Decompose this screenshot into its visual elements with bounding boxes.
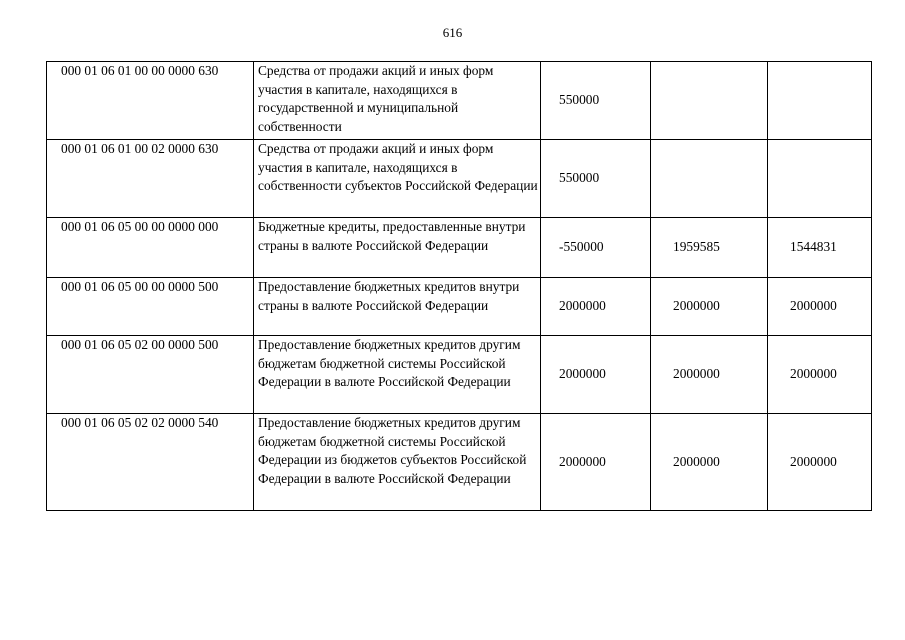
amount-cell: 2000000 — [651, 278, 768, 336]
amount-cell — [768, 140, 872, 218]
table-row — [47, 336, 872, 414]
amount-cell: 2000000 — [541, 278, 651, 336]
amount-cell: 2000000 — [768, 278, 872, 336]
amount-cell: 2000000 — [541, 336, 651, 414]
description-cell: Средства от продажи акций и иных форм участия в капитале, находящихся в собственности субъектов Российской Федерации — [254, 140, 541, 218]
amount-cell: 2000000 — [768, 414, 872, 511]
description-cell: Средства от продажи акций и иных форм участия в капитале, находящихся в государственной и муниципальной собственности — [254, 62, 541, 140]
amount-cell: 550000 — [541, 140, 651, 218]
table-row — [47, 62, 872, 140]
table-row — [47, 278, 872, 336]
description-cell: Предоставление бюджетных кредитов внутри страны в валюте Российской Федерации — [254, 278, 541, 336]
amount-cell: 1959585 — [651, 218, 768, 278]
budget-classification-table — [46, 61, 872, 511]
budget-code-cell: 000 01 06 01 00 02 0000 630 — [47, 140, 254, 218]
amount-cell: 2000000 — [541, 414, 651, 511]
budget-code-cell: 000 01 06 05 00 00 0000 500 — [47, 278, 254, 336]
table-row — [47, 414, 872, 511]
budget-code-cell: 000 01 06 05 02 02 0000 540 — [47, 414, 254, 511]
description-cell: Предоставление бюджетных кредитов другим бюджетам бюджетной системы Российской Федерации из бюджетов субъектов Российской Федерации в валюте Российской Федерации — [254, 414, 541, 511]
budget-code-cell: 000 01 06 05 00 00 0000 000 — [47, 218, 254, 278]
amount-cell: 2000000 — [768, 336, 872, 414]
table-row — [47, 218, 872, 278]
description-cell: Предоставление бюджетных кредитов другим бюджетам бюджетной системы Российской Федерации в валюте Российской Федерации — [254, 336, 541, 414]
amount-cell: 1544831 — [768, 218, 872, 278]
amount-cell — [768, 62, 872, 140]
budget-code-cell: 000 01 06 05 02 00 0000 500 — [47, 336, 254, 414]
description-cell: Бюджетные кредиты, предоставленные внутри страны в валюте Российской Федерации — [254, 218, 541, 278]
amount-cell: 550000 — [541, 62, 651, 140]
table-row — [47, 140, 872, 218]
amount-cell: 2000000 — [651, 336, 768, 414]
amount-cell: -550000 — [541, 218, 651, 278]
budget-code-cell: 000 01 06 01 00 00 0000 630 — [47, 62, 254, 140]
amount-cell — [651, 62, 768, 140]
amount-cell: 2000000 — [651, 414, 768, 511]
amount-cell — [651, 140, 768, 218]
page-number: 616 — [442, 25, 463, 40]
